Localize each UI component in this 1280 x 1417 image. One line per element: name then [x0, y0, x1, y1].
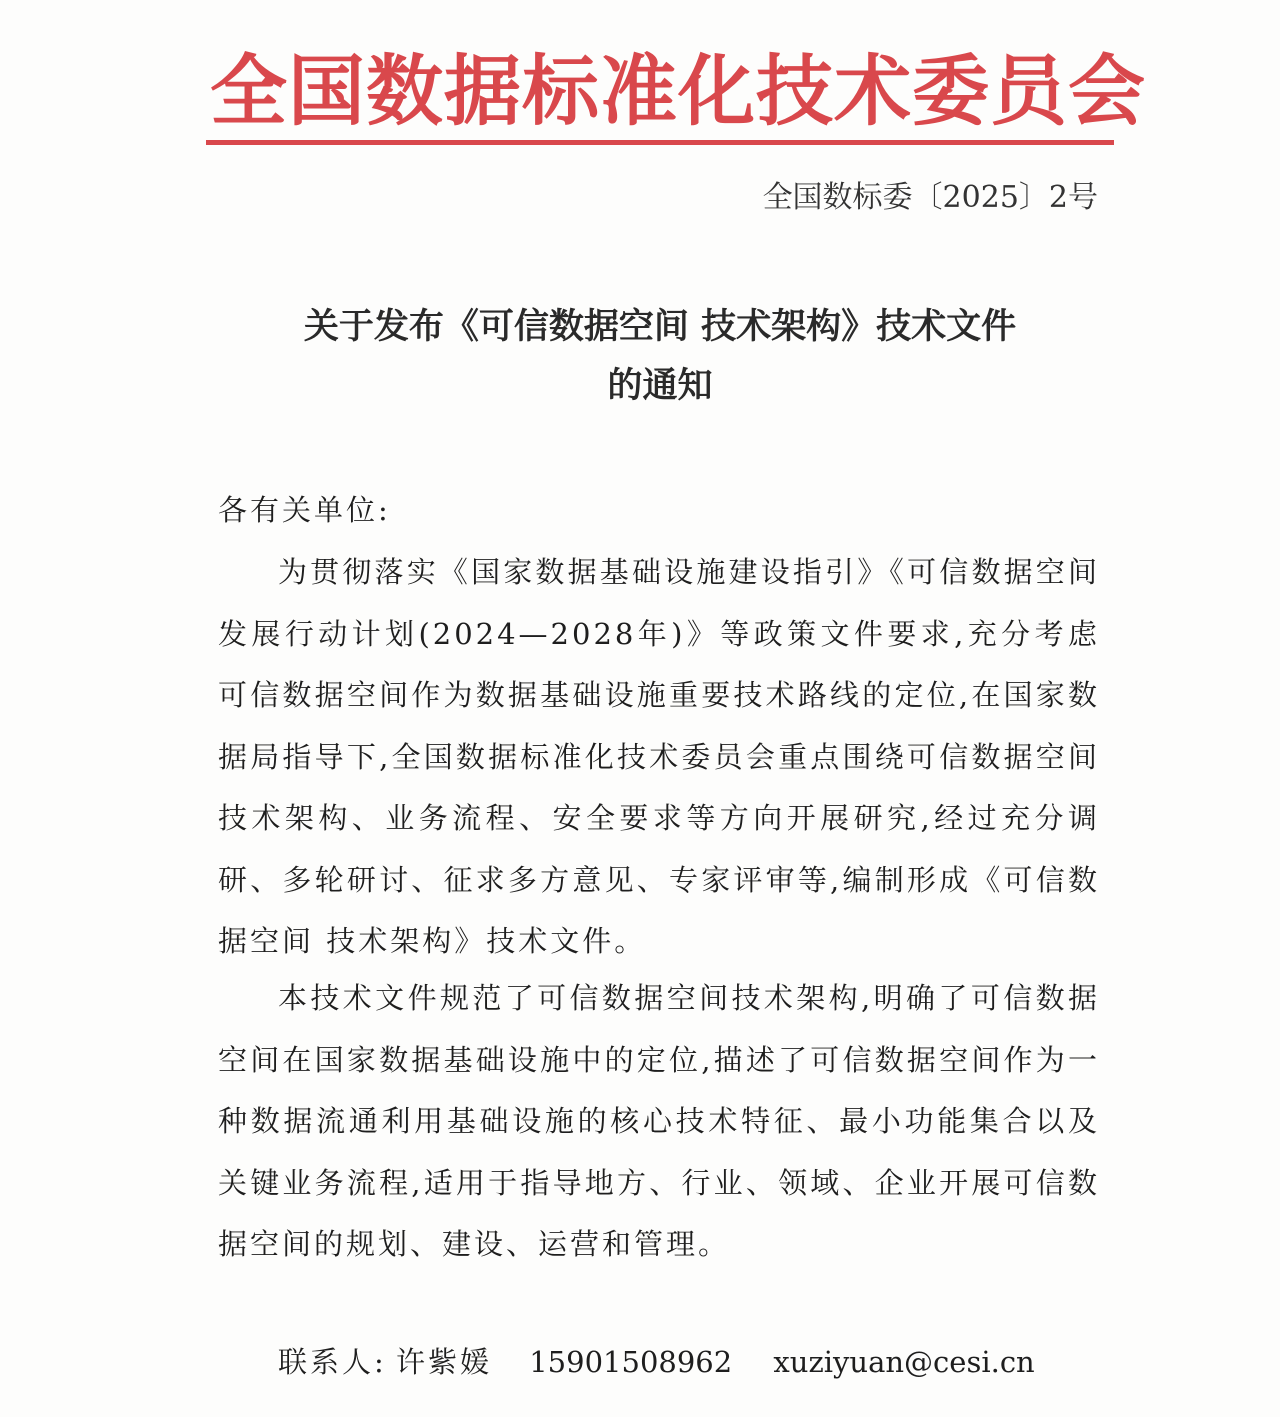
- document-number: 全国数标委〔2025〕2号: [762, 180, 1098, 215]
- notice-title-line-1: 关于发布《可信数据空间 技术架构》技术文件: [303, 306, 1017, 347]
- letterhead-red-rule: [206, 140, 1114, 145]
- notice-title-line-2: 的通知: [607, 365, 713, 406]
- contact-label: 联系人:: [278, 1345, 387, 1379]
- salutation: 各有关单位:: [218, 493, 391, 527]
- letterhead-organization-title: 全国数据标准化技术委员会: [210, 48, 1146, 137]
- contact-name: 许紫媛: [396, 1345, 493, 1379]
- contact-email: xuziyuan@cesi.cn: [773, 1345, 1035, 1379]
- body-paragraph-1: 为贯彻落实《国家数据基础设施建设指引》《可信数据空间发展行动计划(2024—2028年)》等政策文件要求,充分考虑可信数据空间作为数据基础设施重要技术路线的定位,在国家数据局指导下,全国数据标准化技术委员会重点围绕可信数据空间技术架构、业务流程、安全要求等方向开展研究,经过充分调研、多轮研讨、征求多方意见、专家评审等,编制形成《可信数据空间 技术架构》技术文件。: [218, 555, 1100, 958]
- contact-phone: 15901508962: [529, 1345, 733, 1379]
- body-paragraph-2: 本技术文件规范了可信数据空间技术架构,明确了可信数据空间在国家数据基础设施中的定位,描述了可信数据空间作为一种数据流通利用基础设施的核心技术特征、最小功能集合以及关键业务流程,适用于指导地方、行业、领域、企业开展可信数据空间的规划、建设、运营和管理。: [218, 981, 1100, 1261]
- contact-line: [278, 1340, 1035, 1384]
